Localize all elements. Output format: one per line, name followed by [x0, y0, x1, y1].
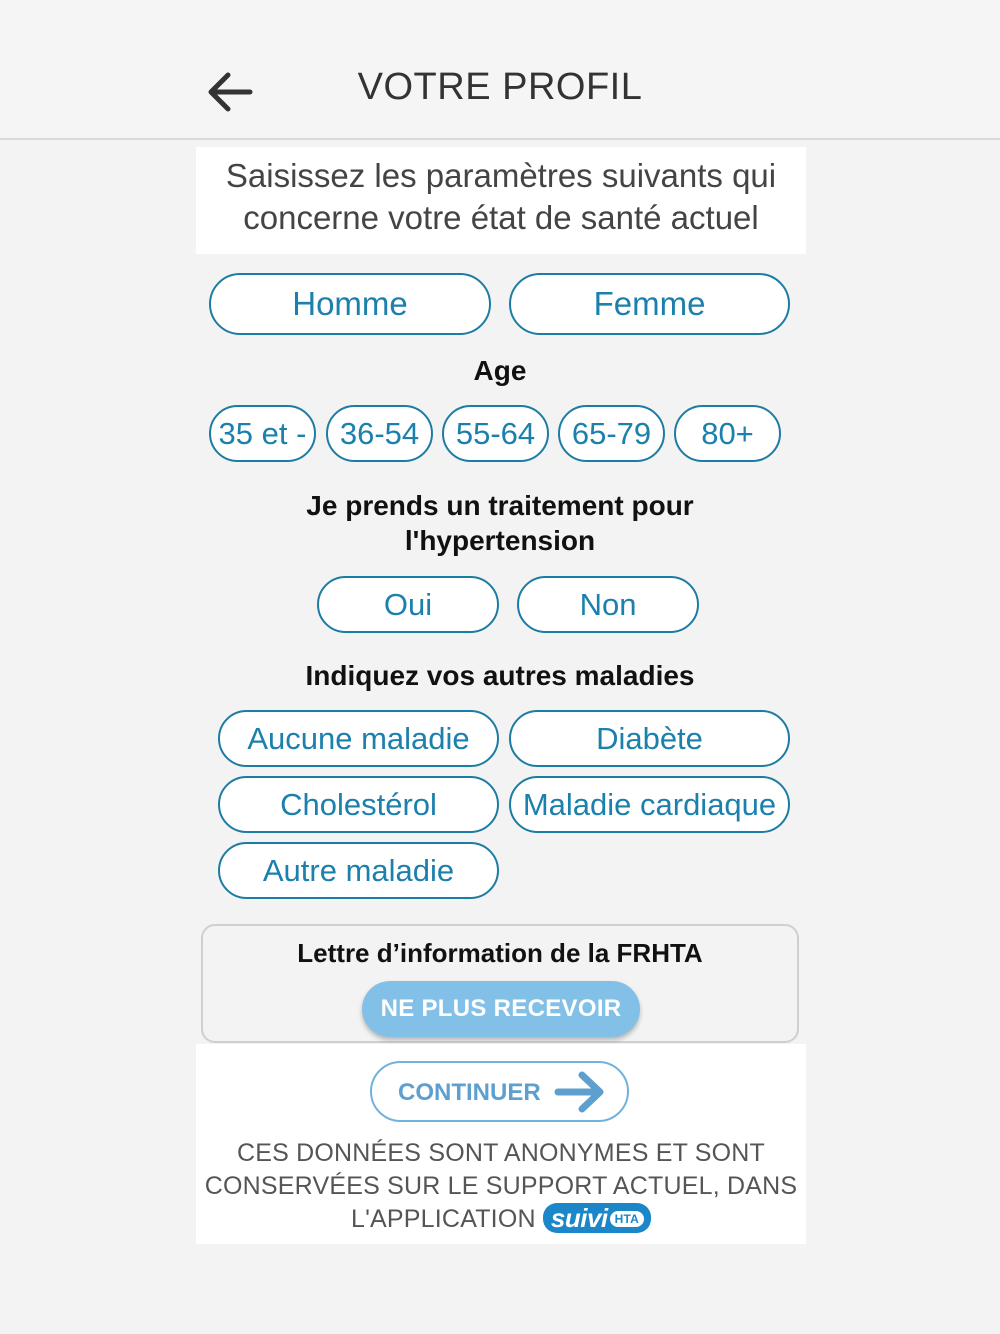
- treatment-option-non[interactable]: Non: [517, 576, 699, 633]
- age-option-35-and-under[interactable]: 35 et -: [209, 405, 316, 462]
- disclaimer-line-2: CONSERVÉES SUR LE SUPPORT ACTUEL, DANS: [204, 1172, 798, 1200]
- diseases-label: Indiquez vos autres maladies: [305, 660, 695, 691]
- disease-option-autre[interactable]: Autre maladie: [218, 842, 499, 899]
- page-title: VOTRE PROFIL: [357, 66, 643, 108]
- disease-option-aucune[interactable]: Aucune maladie: [218, 710, 499, 767]
- logo-word: suivi: [550, 1203, 608, 1234]
- treatment-option-oui[interactable]: Oui: [317, 576, 499, 633]
- continue-label: CONTINUER: [398, 1079, 541, 1106]
- suivi-hta-logo: [543, 1203, 651, 1233]
- disease-option-cholesterol[interactable]: Cholestérol: [218, 776, 499, 833]
- arrow-right-icon: [554, 1070, 606, 1114]
- disclaimer-line-3: [196, 1203, 806, 1236]
- disease-option-diabete[interactable]: Diabète: [509, 710, 790, 767]
- age-option-65-79[interactable]: 65-79: [558, 405, 665, 462]
- gender-option-homme[interactable]: Homme: [209, 273, 491, 335]
- disclaimer-line-1: CES DONNÉES SONT ANONYMES ET SONT: [237, 1139, 765, 1167]
- treatment-label: [0, 488, 1000, 558]
- unsubscribe-button[interactable]: NE PLUS RECEVOIR: [362, 981, 640, 1037]
- continue-button[interactable]: [370, 1061, 629, 1122]
- newsletter-box: [201, 924, 799, 1043]
- gender-option-femme[interactable]: Femme: [509, 273, 790, 335]
- age-label: Age: [473, 355, 527, 386]
- privacy-disclaimer: [196, 1137, 806, 1236]
- age-option-55-64[interactable]: 55-64: [442, 405, 549, 462]
- treatment-label-line-1: Je prends un traitement pour: [306, 490, 694, 521]
- logo-badge: HTA: [610, 1211, 644, 1227]
- intro-text: [196, 147, 806, 254]
- treatment-label-line-2: l'hypertension: [404, 525, 596, 556]
- disclaimer-line-3-text: L'APPLICATION: [350, 1205, 536, 1233]
- intro-line-2: concerne votre état de santé actuel: [243, 199, 759, 236]
- newsletter-title: Lettre d’information de la FRHTA: [297, 938, 703, 968]
- app-header: [0, 0, 1000, 140]
- disease-option-maladie-cardiaque[interactable]: Maladie cardiaque: [509, 776, 790, 833]
- intro-line-1: Saisissez les paramètres suivants qui: [225, 157, 777, 194]
- age-option-80-plus[interactable]: 80+: [674, 405, 781, 462]
- age-option-36-54[interactable]: 36-54: [326, 405, 433, 462]
